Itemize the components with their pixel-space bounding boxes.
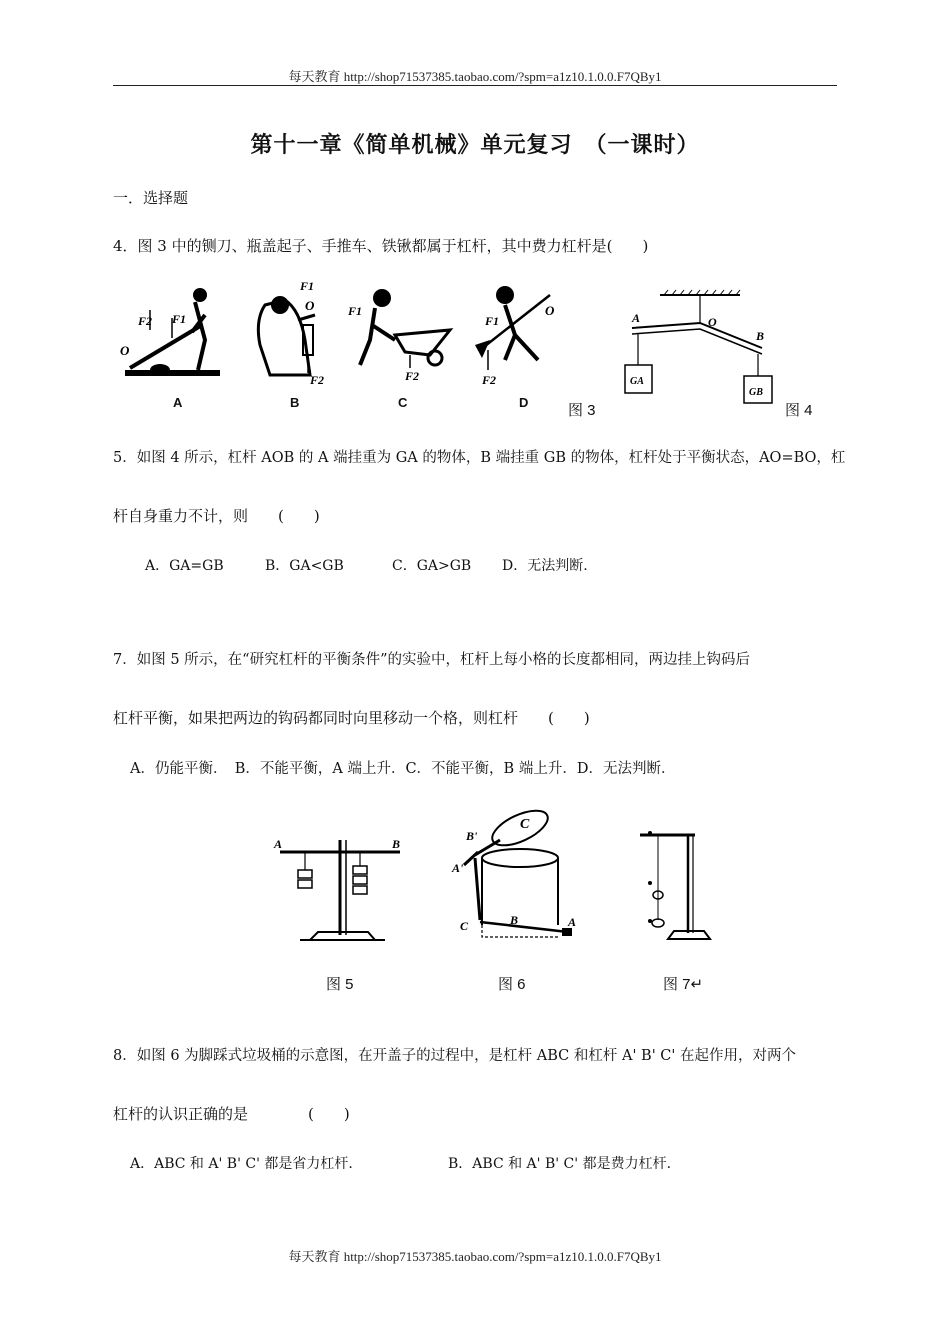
fig3-label-a: A — [173, 395, 183, 410]
question-5-line2: 杆自身重力不计，则 ( ) — [113, 507, 320, 525]
question-4-text: 4．图 3 中的铡刀、瓶盖起子、手推车、铁锹都属于杠杆，其中费力杠杆是( ) — [113, 237, 649, 255]
q7-options: A．仍能平衡． B．不能平衡，A 端上升．C．不能平衡，B 端上升．D．无法判断． — [130, 761, 676, 777]
fig6-a1-label: A' — [452, 861, 464, 875]
figure-4-lever-diagram — [620, 290, 820, 410]
section-heading: 一．选择题 — [113, 189, 189, 207]
fig3c-f1-label: F1 — [348, 304, 363, 318]
fig3b-o-label: O — [305, 298, 315, 313]
fig6-a-label: A — [568, 915, 577, 929]
q5-option-a: A．GA=GB — [145, 558, 224, 574]
fig3-label-b: B — [290, 395, 300, 410]
figure-6-trash-can — [450, 800, 590, 950]
figure-3c-wheelbarrow — [360, 289, 450, 368]
fig4-o-label: O — [708, 315, 717, 329]
page-title: 第十一章《简单机械》单元复习 （一课时） — [250, 132, 700, 158]
fig5-a-label: A — [274, 837, 283, 851]
figure-3d-shovel — [475, 286, 550, 370]
fig3-label-d: D — [519, 395, 529, 410]
fig3a-f1-label: F1 — [172, 312, 187, 326]
question-5-line1: 5．如图 4 所示，杠杆 AOB 的 A 端挂重为 GA 的物体，B 端挂重 GB 的物体，杠杆处于平衡状态，AO=BO，杠 — [113, 450, 846, 466]
fig6-b1-label: B' — [466, 829, 478, 843]
fig4-gb-label: GB — [749, 387, 763, 398]
fig3d-f1-label: F1 — [485, 314, 500, 328]
question-8-line2: 杠杆的认识正确的是 ( ) — [113, 1105, 350, 1123]
figure-3a-guillotine — [125, 288, 220, 376]
figure-6-caption: 图 6 — [498, 976, 526, 993]
figure-7-caption: 图 7↵ — [663, 976, 704, 993]
figure-5-lever-stand — [270, 830, 410, 950]
fig6-b-label: B — [510, 913, 519, 927]
fig4-ga-label: GA — [630, 376, 644, 387]
question-8-line1: 8．如图 6 为脚踩式垃圾桶的示意图，在开盖子的过程中，是杠杆 ABC 和杠杆 A' B' C' 在起作用，对两个 — [113, 1048, 796, 1064]
fig3d-o-label: O — [545, 303, 555, 318]
q8-option-a: A．ABC 和 A' B' C' 都是省力杠杆. — [130, 1156, 353, 1172]
fig4-a-label: A — [632, 311, 641, 325]
figure-7-pendulum-stand — [630, 825, 720, 950]
fig6-c0-label: C — [460, 919, 469, 933]
fig3d-f2-label: F2 — [482, 373, 497, 387]
question-7-line1: 7．如图 5 所示，在“研究杠杆的平衡条件”的实验中，杠杆上每小格的长度都相同，两边挂上钩码后 — [113, 652, 750, 668]
fig5-b-label: B — [392, 837, 401, 851]
figure-5-caption: 图 5 — [326, 976, 354, 993]
q5-option-d: D．无法判断. — [502, 558, 588, 574]
fig4-b-label: B — [756, 329, 765, 343]
q5-option-c: C．GA>GB — [392, 558, 472, 574]
question-7-line2: 杠杆平衡，如果把两边的钩码都同时向里移动一个格，则杠杆 ( ) — [113, 709, 590, 727]
figure-3-caption: 图 3 — [568, 402, 596, 419]
page-footer: 每天教育 http://shop71537385.taobao.com/?spm=a1z10.1.0.0.F7QBy1 — [288, 1249, 662, 1264]
fig3-label-c: C — [398, 395, 408, 410]
fig3a-o-label: O — [120, 343, 130, 358]
q8-option-b: B．ABC 和 A' B' C' 都是费力杠杆. — [448, 1156, 672, 1172]
fig3a-f2-label: F2 — [138, 314, 153, 328]
header-rule — [113, 85, 837, 86]
page-header: 每天教育 http://shop71537385.taobao.com/?spm=a1z10.1.0.0.F7QBy1 — [288, 69, 662, 84]
fig6-c-lid-label: C — [520, 817, 530, 832]
q5-option-b: B．GA<GB — [265, 558, 344, 574]
fig3c-f2-label: F2 — [405, 369, 420, 383]
fig3b-f1-label: F1 — [300, 279, 315, 293]
figure-4-caption: 图 4 — [785, 402, 813, 419]
fig3b-f2-label: F2 — [310, 373, 325, 387]
